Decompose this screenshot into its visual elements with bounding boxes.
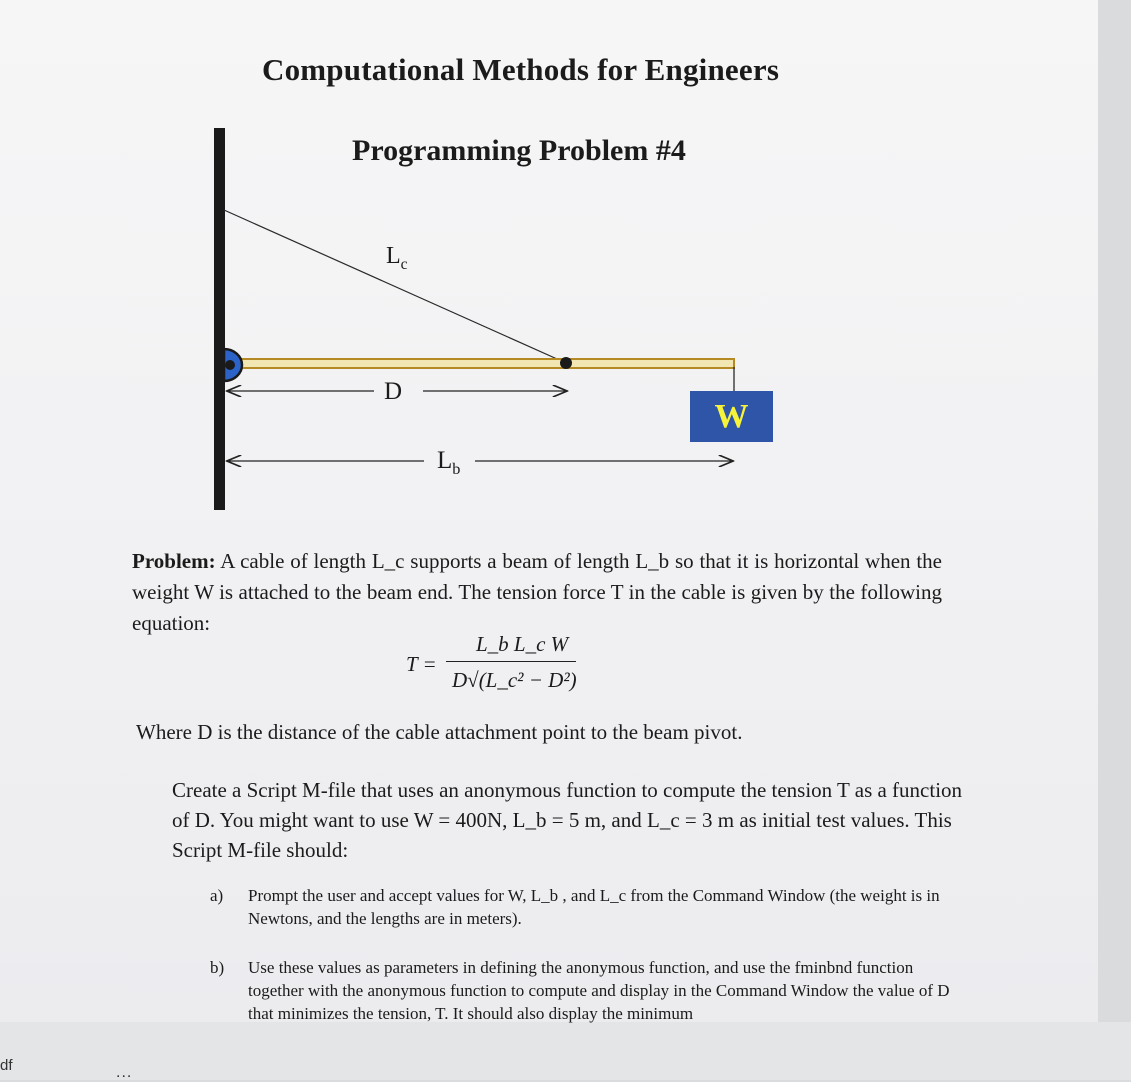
item-text: Use these values as parameters in defining the anonymous function, and use the fminbnd function together with the anonymous function to compute and display in the Command Window the value of D that minimizes the tension, T. It should also display the minimum	[248, 958, 950, 1023]
beam	[226, 359, 734, 368]
beam-length-label: $L_b$	[437, 447, 461, 478]
document-title: Computational Methods for Engineers	[262, 52, 780, 87]
document-subtitle: Programming Problem #4	[352, 134, 686, 167]
pivot-pin	[225, 360, 235, 370]
cable-length-label: $L_c$	[386, 243, 408, 273]
cable	[224, 210, 566, 363]
footer-fragment: df	[0, 1057, 13, 1074]
task-item-b	[210, 956, 970, 1025]
distance-d-label: D	[384, 378, 403, 405]
problem-label: Problem:	[132, 549, 216, 573]
wall	[214, 128, 225, 510]
item-marker: b)	[210, 958, 225, 977]
equation-lhs: T =	[406, 652, 437, 676]
task-item-a	[210, 884, 970, 930]
item-text: Prompt the user and accept values for W, L_b , and L_c from the Command Window (the weight is in Newtons, and the lengths are in meters).	[248, 886, 940, 928]
task-list	[210, 884, 970, 1051]
beam-diagram	[0, 0, 1131, 540]
weight-label: W	[714, 397, 749, 435]
task-statement: Create a Script M-file that uses an anonymous function to compute the tension T as a function of D. You might want to use W = 400N, L_b = 5 m, and L_c = 3 m as initial test values. This Script M-file should:	[172, 778, 963, 862]
fraction-bar	[446, 661, 576, 662]
cable-attachment-point	[560, 357, 572, 369]
more-dots[interactable]: ...	[116, 1064, 133, 1081]
where-statement: Where D is the distance of the cable attachment point to the beam pivot.	[136, 720, 743, 744]
item-marker: a)	[210, 886, 224, 905]
weight-box	[690, 391, 773, 442]
problem-text: A cable of length L_c supports a beam of length L_b so that it is horizontal when the weight W is attached to the beam end. The tension force T in the cable is given by the following equation:	[132, 549, 942, 635]
equation-numerator: L_b L_c W	[476, 632, 569, 656]
equation-denominator: D√(L_c² − D²)	[452, 668, 577, 692]
problem-statement	[132, 546, 942, 639]
